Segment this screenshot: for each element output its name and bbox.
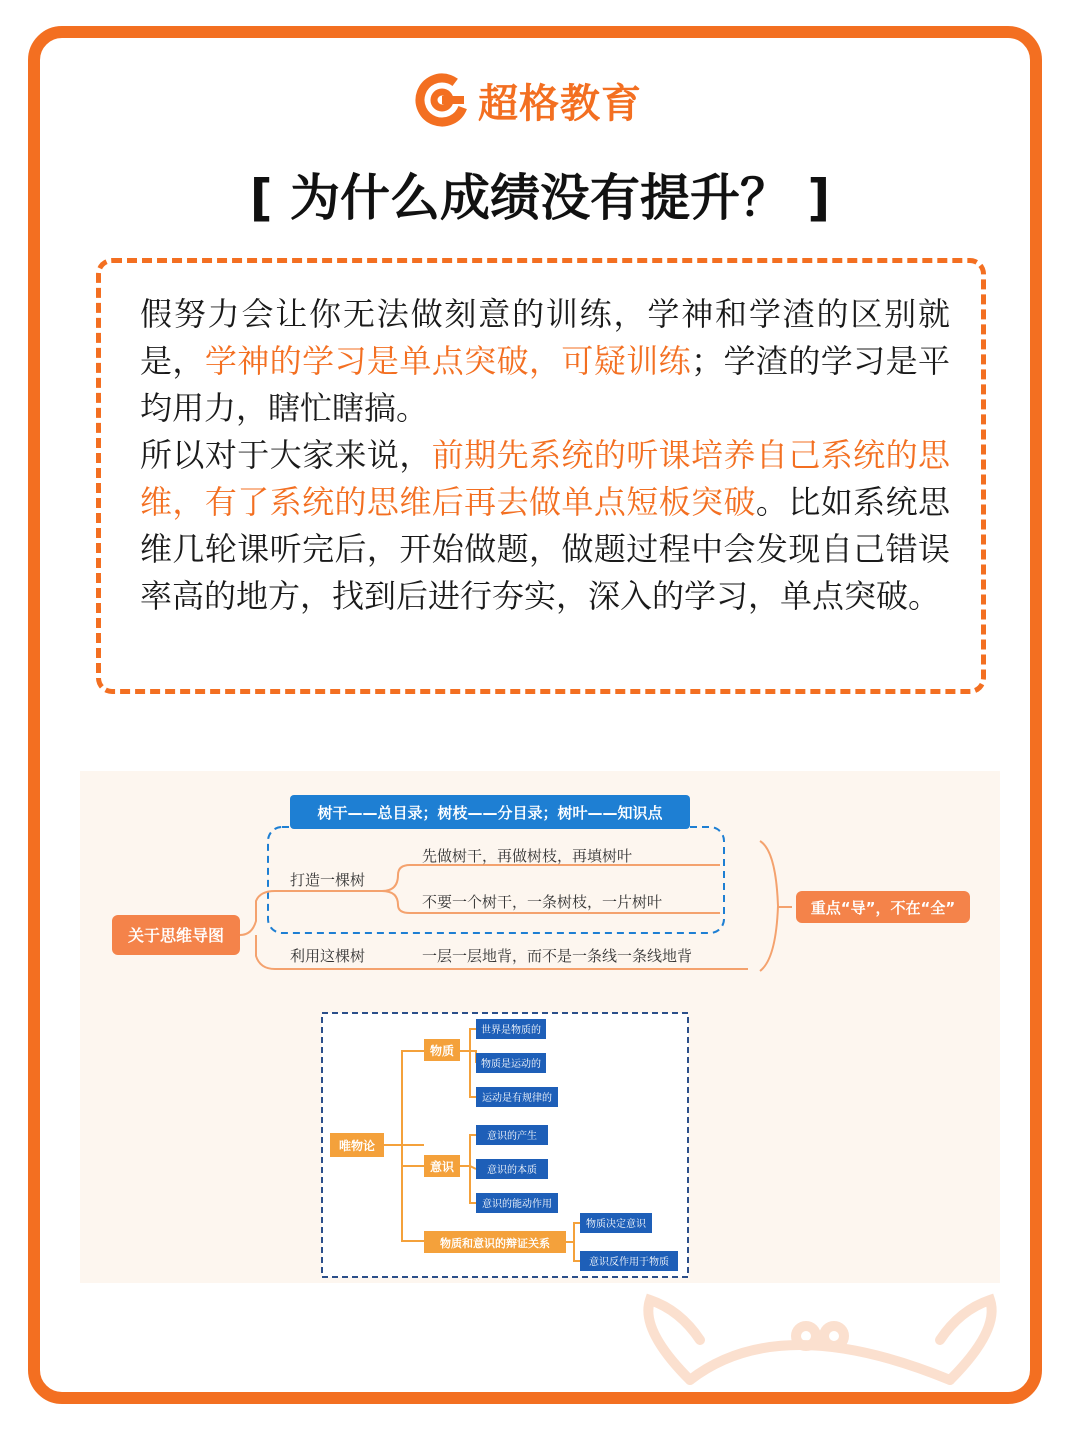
matter-item-2: 物质是运动的 — [481, 1059, 541, 1070]
mindmap-header: 树干——总目录；树枝——分目录；树叶——知识点 — [317, 804, 663, 822]
consciousness-item-3: 意识的能动作用 — [482, 1199, 552, 1210]
consciousness-item-2: 意识的本质 — [487, 1165, 537, 1176]
consciousness-node: 意识 — [429, 1160, 455, 1174]
brand-logo-icon — [414, 72, 470, 128]
paragraph-1 — [140, 291, 950, 432]
matter-node: 物质 — [429, 1044, 455, 1058]
brand-name: 超格教育 — [478, 80, 642, 127]
relation-node: 物质和意识的辩证关系 — [440, 1237, 550, 1250]
page-title: [ 为什么成绩没有提升？ ] — [249, 169, 831, 227]
leaf1-label: 先做树干，再做树枝，再填树叶 — [422, 847, 633, 865]
mindmap-svg — [80, 771, 1000, 1283]
leaf3-label: 一层一层地背，而不是一条线一条线地背 — [422, 947, 693, 965]
materialism-node: 唯物论 — [338, 1139, 376, 1153]
paragraph-2-text-end: 。比如系统思维几轮课听完后，开始做题，做题过程中会发现自己错误率高的地方，找到后进行夯实，深入的学习，单点突破。 — [140, 483, 950, 615]
mascot-decoration — [620, 1270, 1020, 1410]
paragraph-1-text-end: ；学渣的学习是平均用力，瞎忙瞎搞。 — [140, 342, 950, 427]
paragraph-1-highlight: 学神的学习是单点突破，可疑训练 — [204, 342, 692, 380]
brand-logo — [414, 70, 642, 130]
relation-item-1: 物质决定意识 — [586, 1219, 646, 1230]
matter-item-1: 世界是物质的 — [481, 1025, 541, 1036]
mindmap-image — [80, 771, 1000, 1283]
relation-item-2: 意识反作用于物质 — [589, 1257, 669, 1268]
paragraph-1-text: 假努力会让你无法做刻意的训练，学神和学渣的区别就是， — [140, 295, 950, 380]
branch1-label: 打造一棵树 — [290, 871, 366, 889]
branch2-label: 利用这棵树 — [290, 947, 366, 965]
matter-item-3: 运动是有规律的 — [482, 1093, 552, 1104]
paragraph-2 — [140, 432, 950, 620]
consciousness-item-1: 意识的产生 — [487, 1131, 537, 1142]
key-point: 重点“导”，不在“全” — [810, 899, 956, 917]
paragraph-2-highlight: 前期先系统的听课培养自己系统的思维，有了系统的思维后再去做单点短板突破 — [140, 436, 950, 521]
leaf2-label: 不要一个树干，一条树枝，一片树叶 — [422, 893, 663, 911]
root-node: 关于思维导图 — [127, 926, 225, 945]
paragraph-2-text: 所以对于大家来说， — [140, 436, 432, 474]
